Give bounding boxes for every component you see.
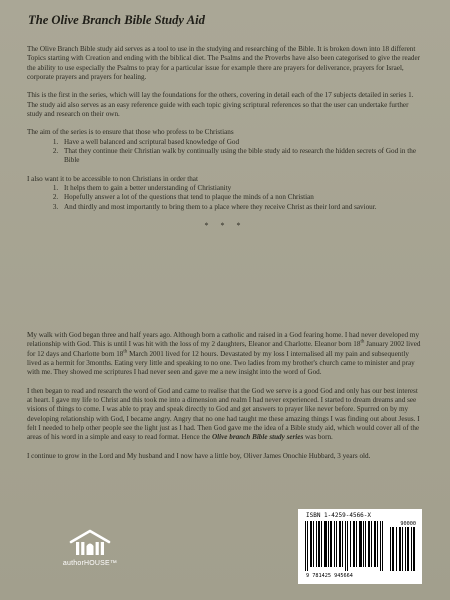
barcode-bars <box>302 521 418 573</box>
house-icon <box>67 528 113 558</box>
story-paragraph-1: My walk with God began three and half years ago. Although born a catholic and raised in a God fearing home. I had never developed my relationship with God. This is until I was hit with the loss of my 2 daughters, Eleanor and Charlotte. Eleanor born 18th January 2002 lived for 12 days and Charlotte born 18th March 2001 lived for 12 hours. Devastated by my loss I internalised all my pain and subsequently lived as a hermit for 3months. Eating very little and speaking to no one. Two ladies from my brother's church came to minister and pray with me. They showed me scriptures I had never seen and gave me a new insight into the word of God. <box>27 331 421 377</box>
aim-list <box>27 138 423 166</box>
accessible-lead: I also want it to be accessible to non Christians in order that <box>27 174 198 183</box>
story-paragraph-2: I then began to read and research the word of God and came to realise that the God we serve is a good God and only has our best interest at heart. I gave my life to Christ and this took me into a dimension and realm I had never experienced. I started to dream dreams and see visions of things to come. I was able to pray and speak directly to God and get answers to prayer like never before. Spurred on by my developing relationship with God, I became angry. Angry that no one had taught me these amazing things I was finding out about Jesus. I felt I needed to help other people see the light just as I had. Then God gave me the idea of a Bible study aid, which would cover all of the areas of his word in a simple and easy to read format. Hence the Olive branch Bible study series was born. <box>27 386 420 442</box>
story-paragraph-3: I continue to grow in the Lord and My husband and I now have a little boy, Oliver James Onochie Hubbard, 3 years old. <box>27 451 371 460</box>
aim-lead: The aim of the series is to ensure that those who profess to be Christians <box>27 128 234 137</box>
barcode-addon: 90000 <box>400 521 416 527</box>
barcode-digits: 9 781425 945664 <box>306 573 353 579</box>
publisher-logo <box>50 528 130 578</box>
list-item: 1. It helps them to gain a better understanding of Christianity <box>60 184 423 193</box>
list-item: 2. Hopefully answer a lot of the questions that tend to plaque the minds of a non Christian <box>60 193 423 202</box>
accessible-list <box>27 184 423 212</box>
intro-paragraph: The Olive Branch Bible study aid serves as a tool to use in the studying and researching of the Bible. It is broken down into 18 different Topics starting with Creation and ending with the biblical diet. The Psalms and the Proverbs have also been categorised to give the reader the ability to use especially the Psalms to pray for a particular issue for example there are prayers for deliverance, prayers for Israel, corporate prayers and prayers for healing. <box>27 45 420 81</box>
barcode <box>298 509 422 584</box>
section-separator: * * * <box>204 221 246 231</box>
author-story <box>27 331 423 470</box>
description <box>27 45 423 247</box>
series-paragraph: This is the first in the series, which will lay the foundations for the others, covering in detail each of the 17 subjects detailed in series 1. The study aid also serves as an easy reference guide with each topic giving scriptural references so that the user can undertake further study and research on their own. <box>27 91 414 118</box>
list-item: 2. That they continue their Christian walk by continually using the bible study aid to research the hidden secrets of God in the Bible <box>60 147 423 166</box>
isbn-text: ISBN 1-4259-4566-X <box>306 512 372 519</box>
book-title: The Olive Branch Bible Study Aid <box>28 13 205 27</box>
list-item: 3. And thirdly and most importantly to bring them to a place where they receive Christ as their lord and saviour. <box>60 203 423 212</box>
publisher-name: authorHOUSE™ <box>62 560 118 567</box>
list-item: 1. Have a well balanced and scriptural based knowledge of God <box>60 138 423 147</box>
